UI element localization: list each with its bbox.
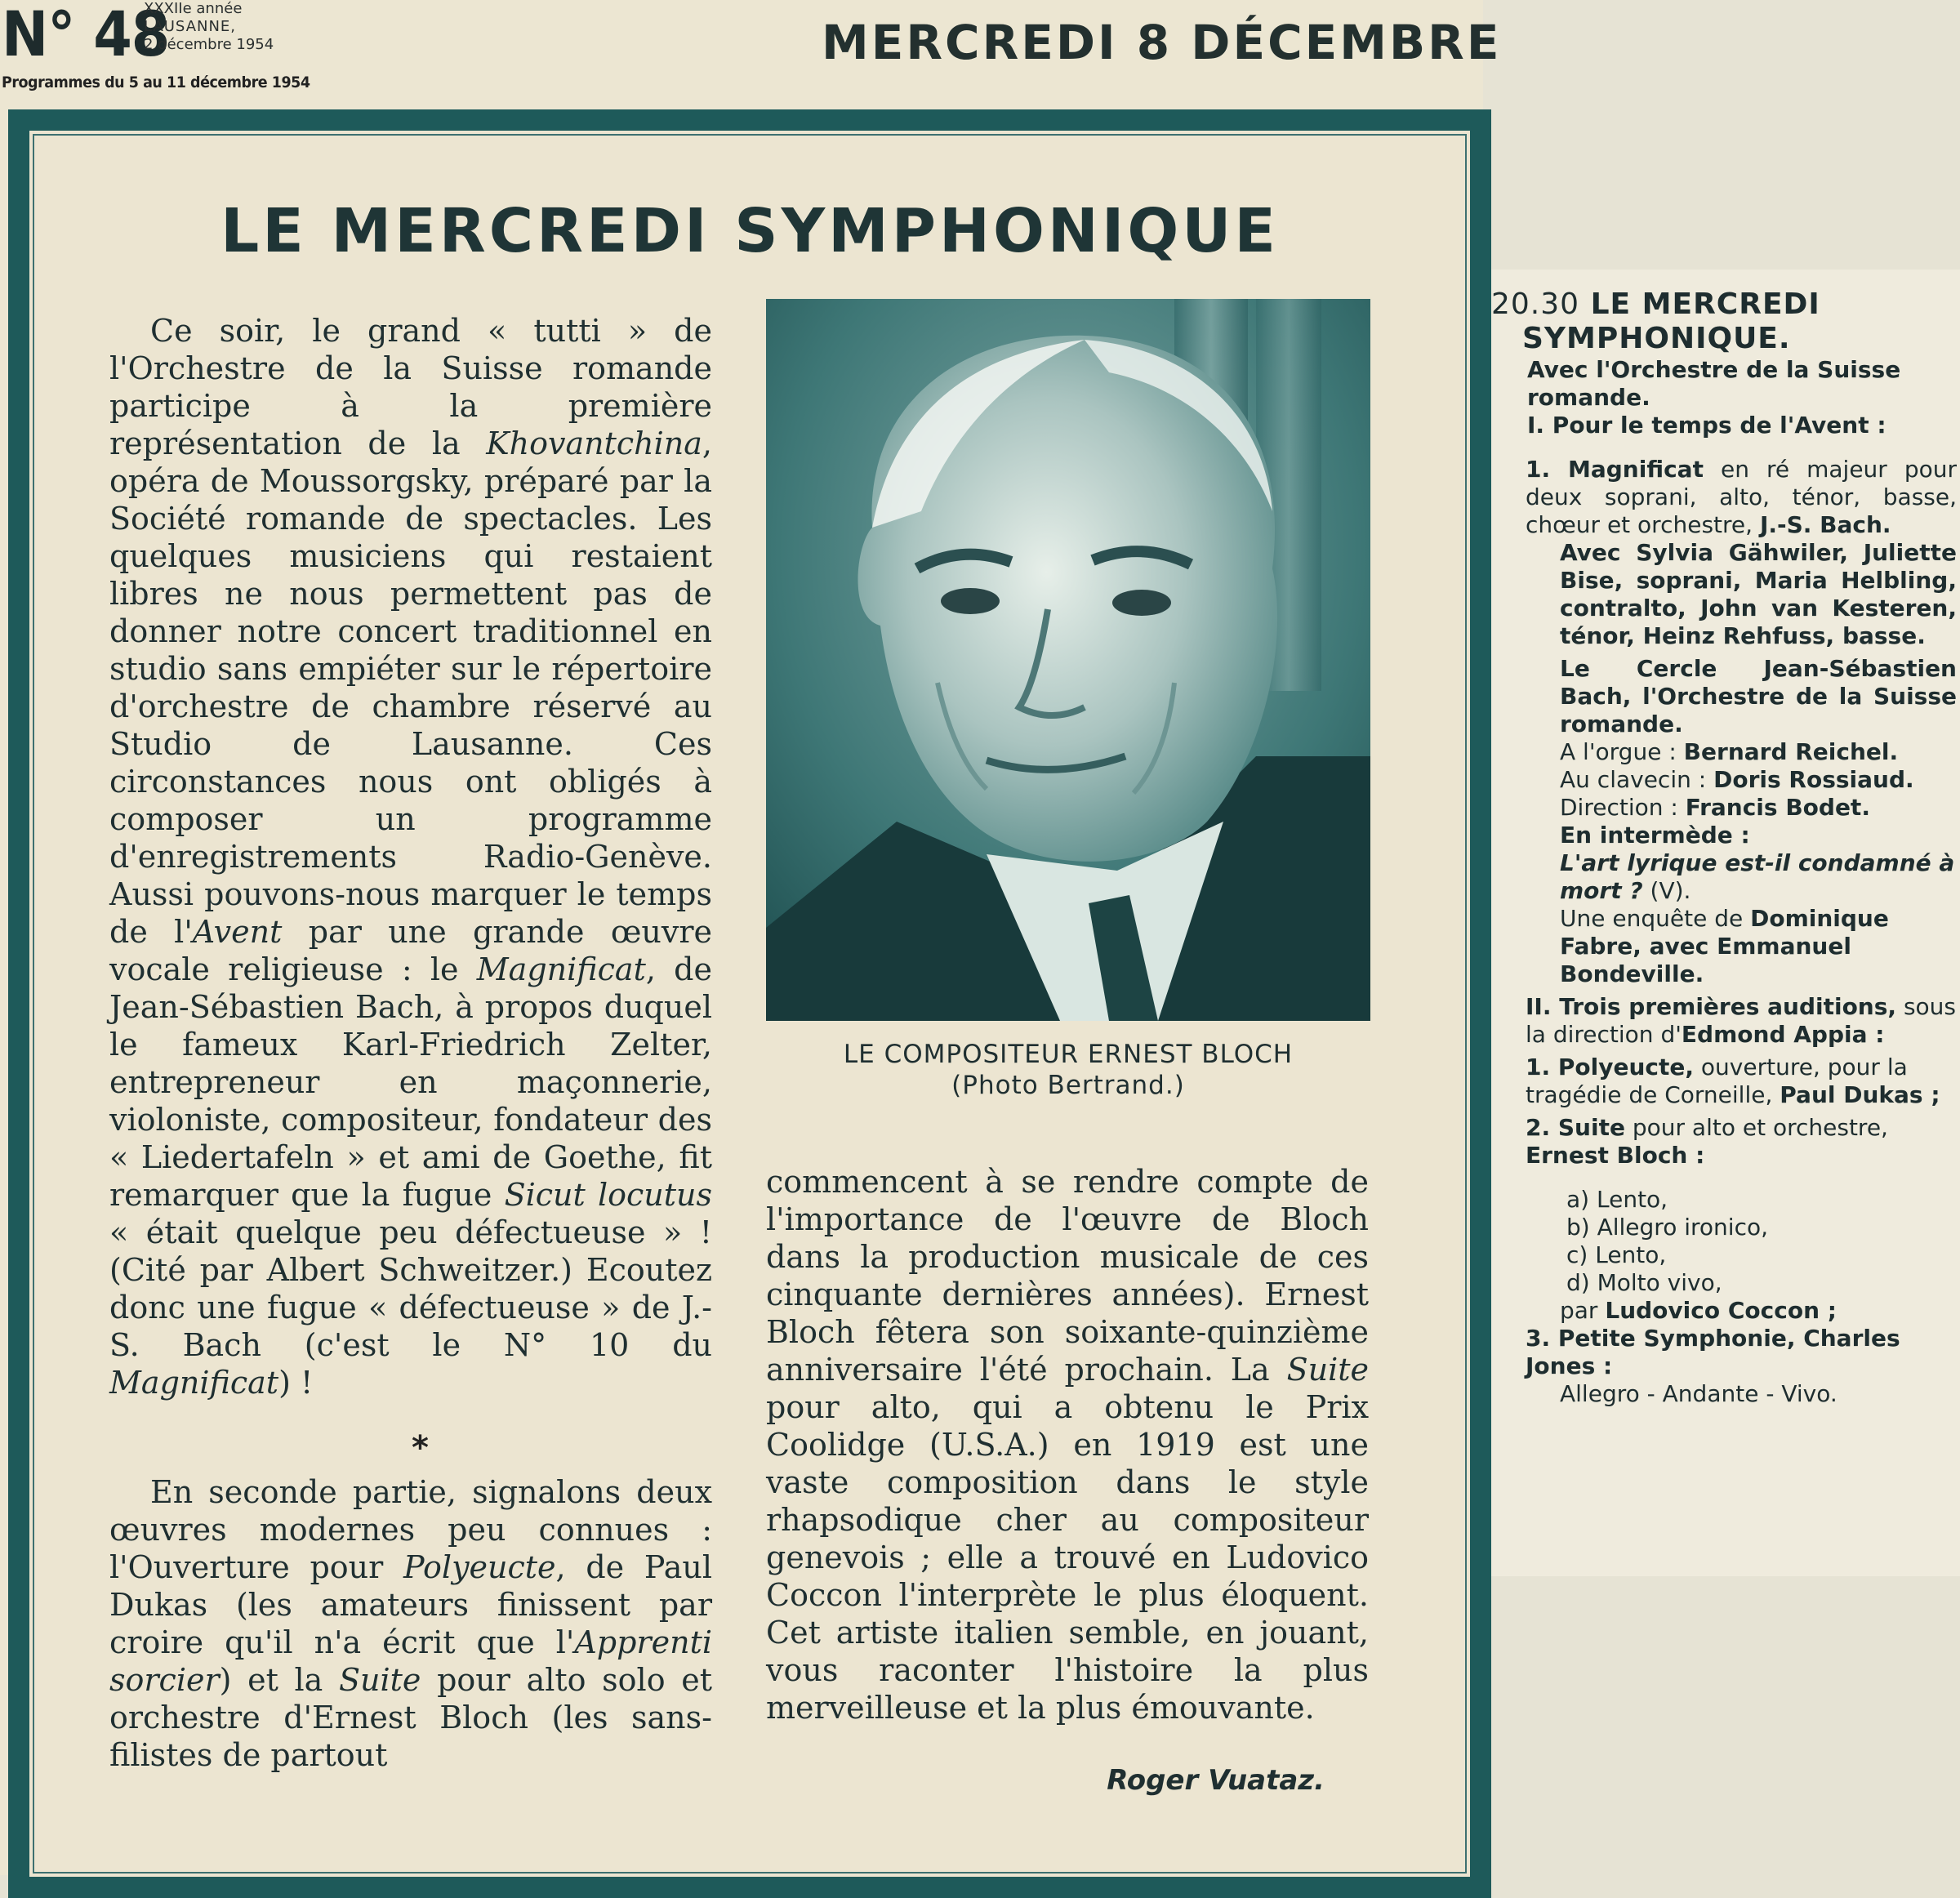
program-item-1: [1491, 456, 1957, 539]
article-column-1b: [109, 1473, 712, 1774]
program-item-1-desc: en ré majeur pour deux soprani, alto, ténor, basse, chœur et orchestre,: [1526, 456, 1957, 538]
program-title-line2: SYMPHONIQUE.: [1522, 322, 1791, 355]
program-part2-sub: sous la direction d': [1526, 993, 1957, 1048]
program-p2-item-3: 3. Petite Symphonie, Charles Jones :: [1526, 1325, 1900, 1379]
program-listing: [1491, 287, 1957, 1408]
program-time: 20.30: [1491, 287, 1580, 321]
program-part2-conductor: Edmond Appia :: [1681, 1021, 1885, 1048]
day-title: MERCREDI 8 DÉCEMBRE: [822, 15, 1502, 70]
section-separator: *: [412, 1429, 429, 1467]
program-organ-name: Bernard Reichel.: [1683, 738, 1899, 765]
issue-meta: [144, 0, 274, 54]
issue-date: 2 décembre 1954: [144, 36, 274, 53]
portrait-photo: [766, 299, 1370, 1021]
program-p2-item-2-work: 2. Suite: [1526, 1114, 1625, 1141]
article-paragraph-3: commencent à se rendre compte de l'importance de l'œuvre de Bloch dans la production musicale de ces cinquante dernières années). Ernest Bloch fêtera son soixante-quinzième anniversaire l'été prochain. La Suite pour alto, qui a obtenu le Prix Coolidge (U.S.A.) en 1919 est une vaste composition dans le style rhapsodique cher au compositeur genevois ; elle a trouvé en Ludovico Coccon l'interprète le plus éloquent. Cet artiste italien semble, en jouant, vous raconter l'histoire la plus merveilleuse et la plus émouvante.: [766, 1164, 1369, 1726]
article-paragraph-2: En seconde partie, signalons deux œuvres modernes peu connues : l'Ouverture pour Polyeucte, de Paul Dukas (les amateurs finissent par croire qu'il n'a écrit que l'Apprenti sorcier) et la Suite pour alto solo et orchestre d'Ernest Bloch (les sans-filistes de partout: [109, 1474, 712, 1773]
program-p2-item-3-tempi: Allegro - Andante - Vivo.: [1560, 1380, 1838, 1407]
program-movements: [1491, 1186, 1957, 1297]
program-p2-item-2: [1491, 1114, 1957, 1170]
article-frame: [8, 109, 1491, 1898]
portrait-illustration: [766, 299, 1370, 1021]
program-direction-label: Direction :: [1560, 794, 1678, 821]
program-enquete-label: Une enquête de: [1560, 905, 1744, 932]
program-title-line1: LE MERCREDI: [1590, 287, 1820, 321]
program-movement: c) Lento,: [1566, 1241, 1667, 1268]
program-part1-heading: I. Pour le temps de l'Avent :: [1527, 412, 1886, 439]
program-performer: [1491, 1297, 1957, 1325]
program-orchestra: Avec l'Orchestre de la Suisse romande.: [1527, 356, 1901, 411]
article-signature: Roger Vuataz.: [1107, 1764, 1325, 1797]
program-item-1-composer: J.-S. Bach.: [1759, 511, 1891, 538]
article-column-2: [766, 1163, 1369, 1726]
program-organ-label: A l'orgue :: [1560, 738, 1677, 765]
program-intermede-note: (V).: [1650, 877, 1691, 904]
program-organ: [1491, 738, 1957, 766]
article-paragraph-1: Ce soir, le grand « tutti » de l'Orchestre de la Suisse romande participe à la première représentation de la Khovantchina, opéra de Moussorgsky, préparé par la Société romande de spectacles. Les quelques musiciens qui restaient libres ne nous permettent pas de donner notre concert traditionnel en studio sans empiéter sur le répertoire d'orchestre de chambre réservé au Studio de Lausanne. Ces circonstances nous ont obligés à composer un programme d'enregistrements Radio-Genève. Aussi pouvons-nous marquer le temps de l'Avent par une grande œuvre vocale religieuse : le Magnificat, de Jean-Sébastien Bach, à propos duquel le fameux Karl-Friedrich Zelter, entrepreneur en maçonnerie, violoniste, compositeur, fondateur des « Liedertafeln » et ami de Goethe, fit remarquer que la fugue Sicut locutus « était quelque peu défectueuse » ! (Cité par Albert Schweitzer.) Ecoutez donc une fugue « défectueuse » de J.-S. Bach (c'est le N° 10 du Magnificat) !: [109, 313, 713, 1401]
program-direction-name: Francis Bodet.: [1685, 794, 1870, 821]
program-direction: [1491, 794, 1957, 822]
program-p2-item-1: [1491, 1054, 1957, 1109]
program-harpsichord-name: Doris Rossiaud.: [1713, 766, 1914, 793]
program-movement: b) Allegro ironico,: [1566, 1214, 1768, 1241]
program-harpsichord-label: Au clavecin :: [1560, 766, 1707, 793]
issue-number: N° 48: [2, 0, 170, 70]
program-movement: d) Molto vivo,: [1566, 1269, 1722, 1296]
program-soloists: Avec Sylvia Gähwiler, Juliette Bise, soprani, Maria Helbling, contralto, John van Kesteren, ténor, Heinz Rehfuss, basse.: [1560, 539, 1957, 649]
program-p2-item-1-desc: ouverture, pour la tragédie de Corneille,: [1526, 1054, 1908, 1108]
city-label: LAUSANNE,: [144, 18, 237, 35]
program-p2-item-1-work: 1. Polyeucte,: [1526, 1054, 1695, 1080]
program-intermede-title: L'art lyrique est-il condamné à mort ?: [1560, 849, 1955, 904]
program-p2-item-2-desc: pour alto et orchestre,: [1632, 1114, 1888, 1141]
program-intermede: [1491, 849, 1957, 905]
program-title: [1491, 287, 1957, 322]
program-movement: a) Lento,: [1566, 1186, 1668, 1213]
programme-range: Programmes du 5 au 11 décembre 1954: [2, 74, 310, 91]
photo-caption-title: LE COMPOSITEUR ERNEST BLOCH: [843, 1040, 1294, 1069]
program-p2-item-1-composer: Paul Dukas ;: [1780, 1081, 1940, 1108]
program-part2-heading: II. Trois premières auditions,: [1526, 993, 1897, 1020]
article-headline: LE MERCREDI SYMPHONIQUE: [220, 196, 1279, 266]
program-intermede-label: En intermède :: [1560, 822, 1750, 849]
program-enquete: [1491, 905, 1957, 988]
program-p2-item-2-composer: Ernest Bloch :: [1526, 1142, 1705, 1169]
program-performer-prefix: par: [1560, 1297, 1598, 1324]
program-performer-name: Ludovico Coccon ;: [1605, 1297, 1837, 1324]
program-item-1-work: 1. Magnificat: [1526, 456, 1704, 483]
program-enquete-names: Dominique Fabre, avec Emmanuel Bondeville.: [1560, 905, 1889, 987]
article-column-1: [109, 312, 712, 1401]
photo-caption: [766, 1039, 1370, 1101]
year-label: XXXIIe année: [144, 0, 243, 17]
program-part2: [1491, 993, 1957, 1049]
program-harpsichord: [1491, 766, 1957, 794]
program-choir: Le Cercle Jean-Sébastien Bach, l'Orchestre de la Suisse romande.: [1560, 655, 1957, 737]
photo-credit: (Photo Bertrand.): [951, 1071, 1185, 1100]
